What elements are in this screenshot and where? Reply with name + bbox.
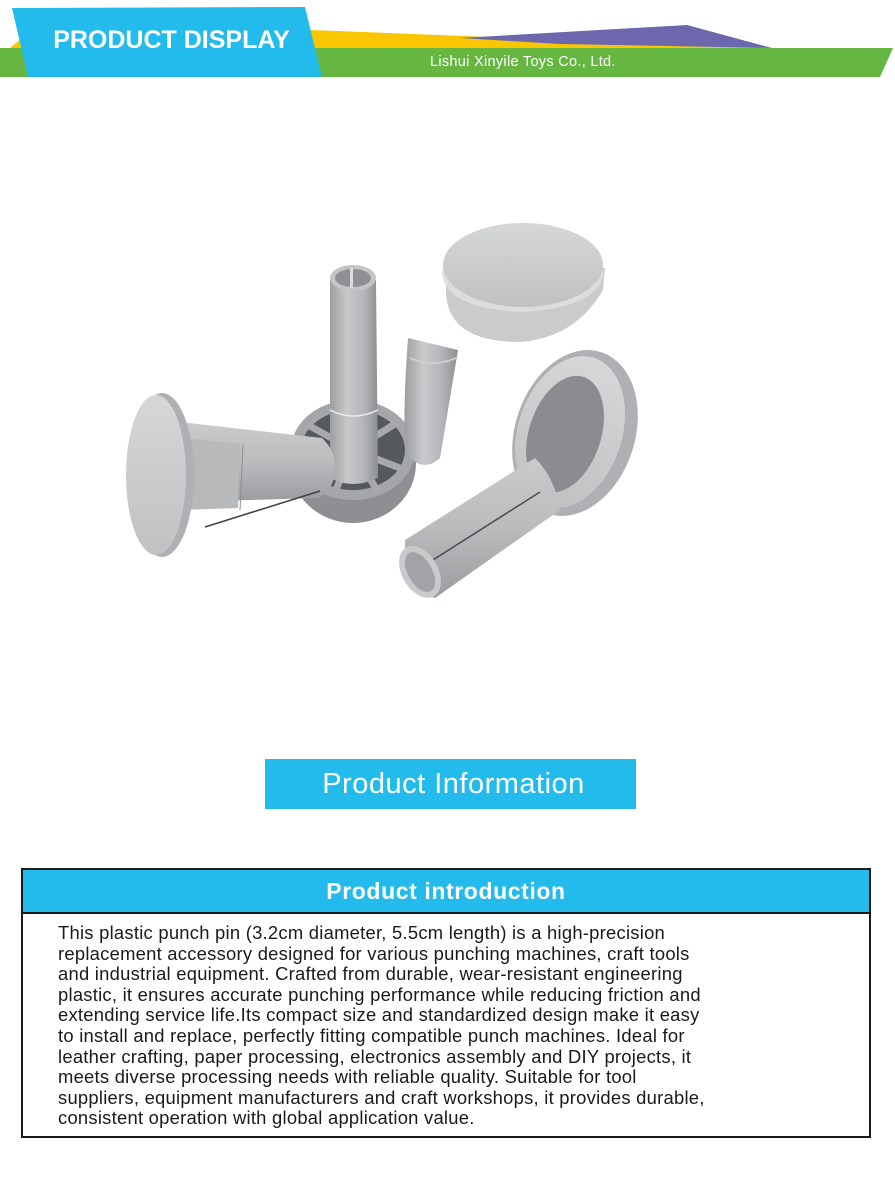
intro-line: leather crafting, paper processing, electronics assembly and DIY projects, it bbox=[58, 1045, 692, 1067]
intro-line: plastic, it ensures accurate punching performance while reducing friction and bbox=[58, 983, 701, 1005]
intro-line: replacement accessory designed for various punching machines, craft tools bbox=[58, 942, 690, 964]
intro-line: This plastic punch pin (3.2cm diameter, 5.5cm length) is a high-precision bbox=[58, 922, 666, 943]
intro-line: meets diverse processing needs with reliable quality. Suitable for tool bbox=[58, 1066, 637, 1088]
intro-line: and industrial equipment. Crafted from durable, wear-resistant engineering bbox=[58, 963, 683, 985]
pin-lying-left bbox=[126, 393, 335, 557]
header-banner bbox=[0, 0, 895, 85]
product-photo bbox=[120, 210, 770, 610]
intro-line: extending service life.Its compact size and standardized design make it easy bbox=[58, 1004, 700, 1026]
company-name: Lishui Xinyile Toys Co., Ltd. bbox=[430, 54, 616, 70]
header-title: PRODUCT DISPLAY bbox=[53, 26, 290, 54]
product-introduction-title: Product introduction bbox=[23, 870, 869, 914]
product-introduction-text bbox=[23, 914, 869, 1129]
product-introduction-panel bbox=[21, 868, 871, 1138]
intro-line: consistent operation with global application value. bbox=[58, 1107, 475, 1129]
product-information-heading: Product Information bbox=[265, 759, 636, 809]
intro-line: suppliers, equipment manufacturers and craft workshops, it provides durable, bbox=[58, 1086, 705, 1108]
intro-line: to install and replace, perfectly fitting compatible punch machines. Ideal for bbox=[58, 1024, 685, 1046]
